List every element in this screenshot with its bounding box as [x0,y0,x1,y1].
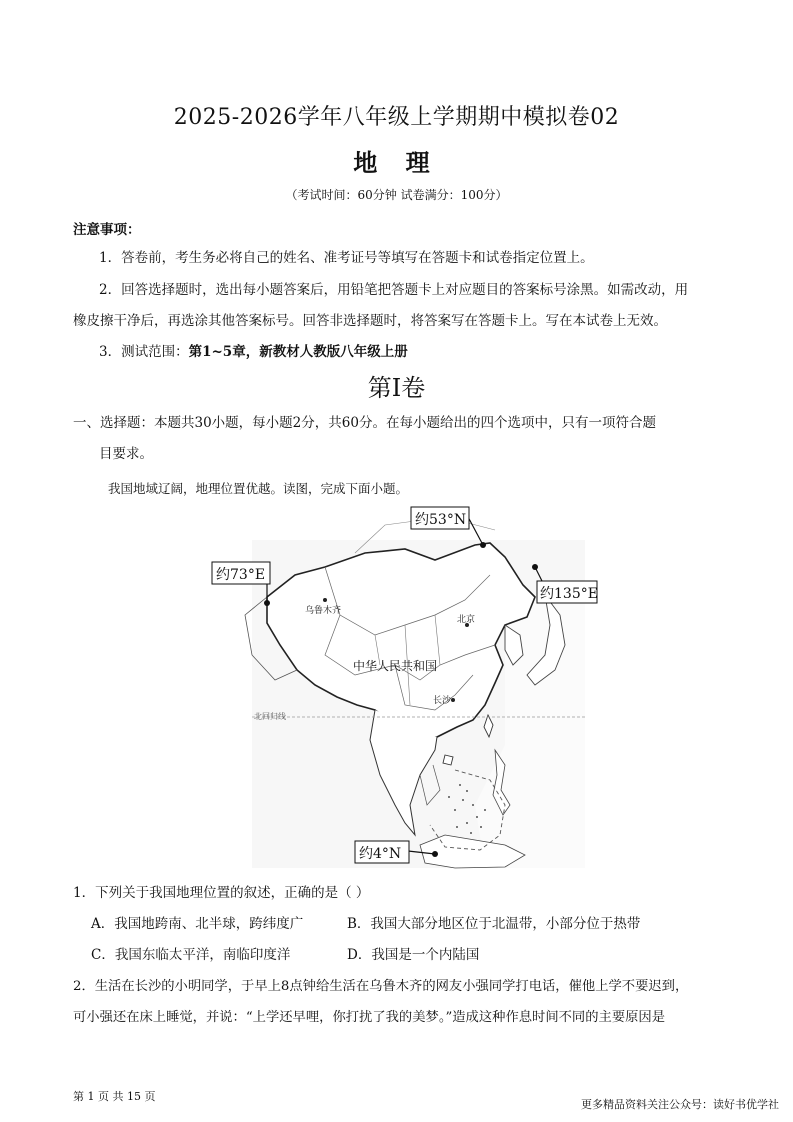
china-location-map [205,505,600,870]
notice-item-3-prefix: 3．测试范围： [99,344,189,360]
question-1-option-d: D．我国是一个内陆国 [347,947,480,963]
tropic-label: 北回归线 [254,712,286,721]
notice-item-3-scope: 第1~5章，新教材人教版八年级上册 [188,344,408,360]
exam-info: （考试时间：60分钟 试卷满分：100分） [285,188,508,202]
notice-item-3 [99,343,408,361]
urumqi-label: 乌鲁木齐 [305,606,342,616]
part-1-instructions-line-1: 一、选择题：本题共30小题，每小题2分，共60分。在每小题给出的四个选项中，只有一项符合题 [73,415,656,431]
notice-item-2-line-2: 橡皮擦干净后，再选涂其他答案标号。回答非选择题时，将答案写在答题卡上。写在本试卷上无效。 [73,313,667,329]
notice-item-2-line-1: 2．回答选择题时，选出每小题答案后，用铅笔把答题卡上对应题目的答案标号涂黑。如需改动，用 [99,282,689,298]
country-label: 中华人民共和国 [353,659,438,673]
west-point-label: 约73°E [216,567,266,583]
part-1-instructions-line-2: 目要求。 [99,446,153,462]
north-point-label: 约53°N [415,512,467,528]
notice-item-1: 1．答卷前，考生务必将自己的姓名、准考证号等填写在答题卡和试卷指定位置上。 [99,250,594,266]
east-point-label: 约135°E [540,586,598,602]
question-1-option-a: A．我国地跨南、北半球，跨纬度广 [91,916,304,932]
south-point-label: 约4°N [359,846,402,862]
footer-promo: 更多精品资料关注公众号：读好书优学社 [581,1098,779,1111]
question-2-line-2: 可小强还在床上睡觉，并说：“上学还早哩，你打扰了我的美梦。”造成这种作息时间不同的主要原因是 [73,1010,666,1025]
question-intro: 我国地域辽阔，地理位置优越。读图，完成下面小题。 [108,481,409,496]
question-2-line-1: 2．生活在长沙的小明同学，于早上8点钟给生活在乌鲁木齐的网友小强同学打电话，催他上学不要迟到， [73,979,689,994]
question-1-option-c: C．我国东临太平洋，南临印度洋 [91,947,291,963]
urumqi-marker [323,598,327,602]
question-1-option-b: B．我国大部分地区位于北温带，小部分位于热带 [347,916,641,932]
subject-title: 地 理 [353,148,440,177]
question-1-stem: 1．下列关于我国地理位置的叙述，正确的是（ ） [73,885,370,901]
notice-heading: 注意事项： [73,222,141,238]
hainan-island [443,755,453,765]
paper-title: 2025-2026学年八年级上学期期中模拟卷02 [173,105,620,130]
changsha-label: 长沙 [433,696,452,706]
page-number: 第 1 页 共 15 页 [73,1090,156,1103]
changsha-marker [451,698,455,702]
beijing-label: 北京 [457,615,476,625]
section-juan-title: 第I卷 [367,374,426,402]
